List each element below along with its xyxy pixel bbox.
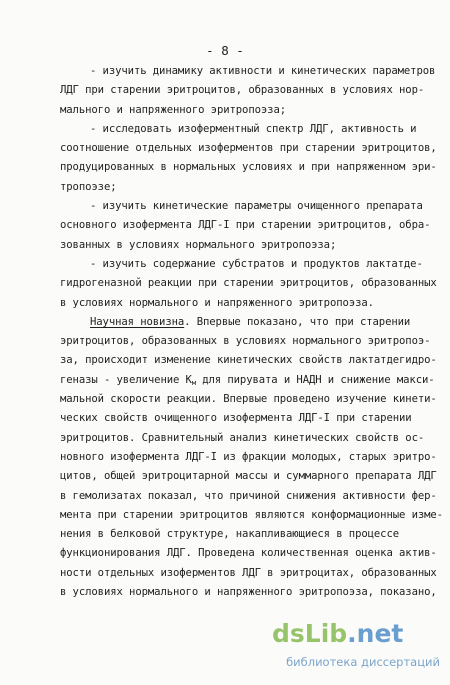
text-line: мента при старении эритроцитов являются конформационные изме-: [60, 508, 443, 521]
text-line: - изучить динамику активности и кинетических параметров: [90, 65, 436, 77]
text-line: в условиях нормального и напряженного эритропоэза, показано,: [60, 586, 437, 599]
watermark-logo-domain: .net: [347, 619, 404, 648]
km-line-before: геназы - увеличение К: [60, 373, 192, 386]
text-line: мального и напряженного эритропоэза;: [60, 103, 287, 116]
text-line: - изучить содержание субстратов и продуктов лактатде-: [90, 257, 423, 270]
text-line: нения в белковой структуре, накапливающиеся в процессе: [60, 528, 400, 541]
text-line: гидрогеназной реакции при старении эритроцитов, образованных: [60, 277, 437, 290]
novelty-first-line-text: . Впервые показано, что при старении: [184, 315, 411, 328]
text-line: в гемолизатах показал, что причиной снижения активности фер-: [60, 489, 437, 502]
text-line: соотношение отдельных изоферментов при старении эритроцитов,: [60, 142, 437, 155]
watermark-logo: [272, 619, 440, 653]
novelty-heading: Научная новизна: [90, 315, 185, 328]
text-line: новного изофермента ЛДГ-I из фракции молодых, старых эритро-: [60, 450, 437, 463]
text-line: - изучить кинетические параметры очищенного препарата: [90, 200, 423, 213]
text-line: - исследовать изоферментный спектр ЛДГ, активность и: [90, 122, 417, 135]
body-text: [60, 62, 443, 602]
km-line: [60, 371, 435, 390]
text-line: продуцированных в нормальных условиях и при напряженном эри-: [60, 161, 437, 174]
text-line: основного изофермента ЛДГ-I при старении эритроцитов, обра-: [60, 219, 431, 232]
text-line: мальной скорости реакции. Впервые проведено изучение кинети-: [60, 393, 437, 406]
text-line: в условиях нормального и напряженного эритропоэза.: [60, 296, 374, 309]
text-line: за, происходит изменение кинетических свойств лактатдегидро-: [60, 354, 437, 367]
text-line: ности отдельных изоферментов ЛДГ в эритроцитах, образованных: [60, 566, 437, 579]
novelty-first-line: [60, 313, 420, 332]
text-line: эритроцитов. Сравнительный анализ кинетических свойств ос-: [60, 431, 425, 444]
watermark-logo-main: dsLib: [272, 619, 348, 648]
text-line: зованных в условиях нормального эритропоэза;: [60, 238, 337, 251]
text-line: ческих свойств очищенного изофермента ЛДГ-I при старении: [60, 412, 412, 425]
text-line: функционирования ЛДГ. Проведена количественная оценка актив-: [60, 547, 437, 560]
text-line: тропоэзе;: [60, 180, 117, 193]
km-subscript: м: [191, 378, 196, 387]
text-line: эритроцитов, образованных в условиях нормального эритропоэ-: [60, 335, 431, 348]
page-number: - 8 -: [206, 43, 244, 58]
text-line: цитов, общей эритроцитарной массы и суммарного препарата ЛДГ: [60, 470, 437, 483]
text-line: ЛДГ при старении эритроцитов, образованных в условиях нор-: [60, 84, 425, 97]
km-line-after: для пирувата и НАДН и снижение макси-: [195, 373, 435, 386]
watermark-caption: библиотека диссертаций: [286, 655, 440, 669]
dslib-watermark: [272, 619, 440, 675]
